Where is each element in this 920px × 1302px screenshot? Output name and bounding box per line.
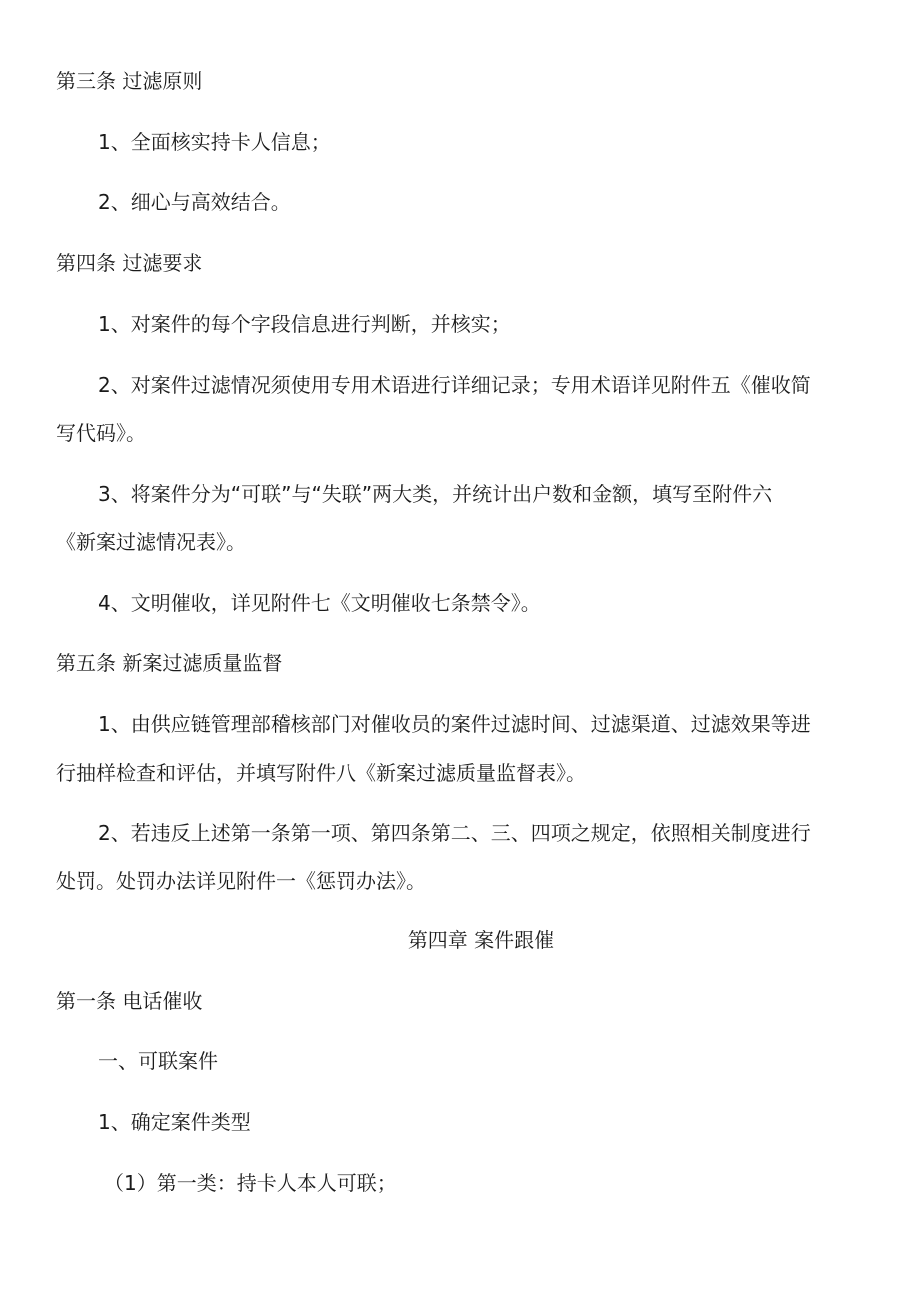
article-3-title: 第三条 过滤原则 (56, 69, 203, 93)
article-5-item-1-line-2: 行抽样检查和评估，并填写附件八《新案过滤质量监督表》。 (56, 761, 586, 785)
chapter-4-item-1: 1、确定案件类型 (98, 1110, 251, 1134)
chapter-4-section-1: 一、可联案件 (98, 1049, 218, 1073)
chapter-4-title: 第四章 案件跟催 (407, 928, 555, 952)
chapter-4-article-1-title: 第一条 电话催收 (56, 989, 203, 1013)
article-5-item-2-line-1: 2、若违反上述第一条第一项、第四条第二、三、四项之规定，依照相关制度进行 (98, 821, 811, 845)
article-5-title: 第五条 新案过滤质量监督 (56, 651, 283, 675)
article-5-item-1-line-1: 1、由供应链管理部稽核部门对催收员的案件过滤时间、过滤渠道、过滤效果等进 (98, 712, 811, 736)
chapter-4-item-1-sub-1: （1）第一类：持卡人本人可联； (104, 1171, 397, 1195)
article-5-item-2-line-2: 处罚。处罚办法详见附件一《惩罚办法》。 (56, 869, 426, 893)
article-3-item-2: 2、细心与高效结合。 (98, 190, 291, 214)
article-4-item-1: 1、对案件的每个字段信息进行判断，并核实； (98, 312, 511, 336)
article-4-item-2-line-1: 2、对案件过滤情况须使用专用术语进行详细记录；专用术语详见附件五《催收简 (98, 373, 811, 397)
article-4-item-3-line-2: 《新案过滤情况表》。 (56, 530, 246, 554)
article-4-item-3-line-1: 3、将案件分为“可联”与“失联”两大类，并统计出户数和金额，填写至附件六 (98, 482, 773, 506)
article-3-item-1: 1、全面核实持卡人信息； (98, 130, 331, 154)
article-4-item-2-line-2: 写代码》。 (56, 421, 146, 445)
article-4-title: 第四条 过滤要求 (56, 251, 203, 275)
article-4-item-4: 4、文明催收，详见附件七《文明催收七条禁令》。 (98, 591, 541, 615)
